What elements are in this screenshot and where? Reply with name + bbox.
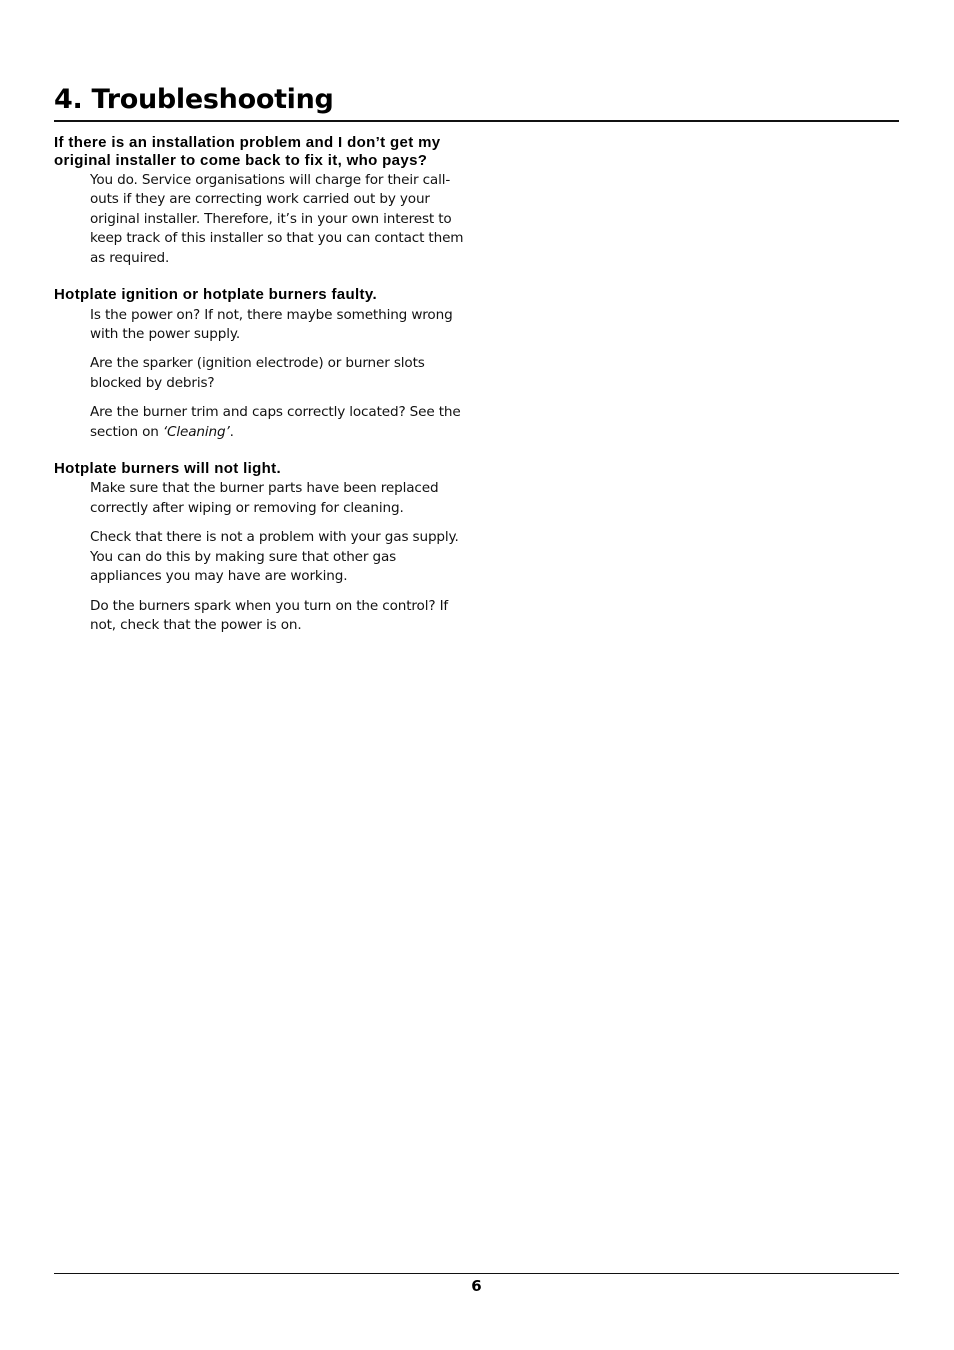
page-footer [54,1273,899,1296]
page-header [54,82,899,122]
page-title: 4. Troubleshooting [54,84,334,115]
page-number: 6 [471,1277,482,1295]
troubleshooting-content [54,134,464,653]
section-hotplate-ignition-faulty [54,286,464,442]
section-paragraph: Do the burners spark when you turn on the control? If not, check that the power is on. [90,597,449,633]
cleaning-reference: ‘Cleaning’ [162,423,230,440]
section-paragraph: You do. Service organisations will charge for their call-outs if they are correcting work carried out by your original installer. Therefore, it’s in your own interest to keep track of this installer so that you can contact them as required. [90,172,464,266]
section-burners-will-not-light [54,460,464,635]
section-paragraph-trim-caps [90,403,464,442]
section-heading: Hotplate ignition or hotplate burners faulty. [54,286,377,304]
section-heading: Hotplate burners will not light. [54,459,282,477]
section-installation-problem [54,134,464,268]
section-paragraph: Is the power on? If not, there maybe something wrong with the power supply. [90,306,453,342]
section-heading: If there is an installation problem and I don’t get my original installer to come back to fix it, who pays? [54,134,441,169]
section-paragraph: Check that there is not a problem with your gas supply. You can do this by making sure that other gas appliances you may have are working. [90,529,459,585]
section-paragraph: Are the sparker (ignition electrode) or burner slots blocked by debris? [90,355,425,391]
section-paragraph: Make sure that the burner parts have been replaced correctly after wiping or removing for cleaning. [90,480,439,516]
paragraph-text: Are the burner trim and caps correctly located? See the section on [90,404,461,440]
paragraph-text: . [229,423,234,440]
